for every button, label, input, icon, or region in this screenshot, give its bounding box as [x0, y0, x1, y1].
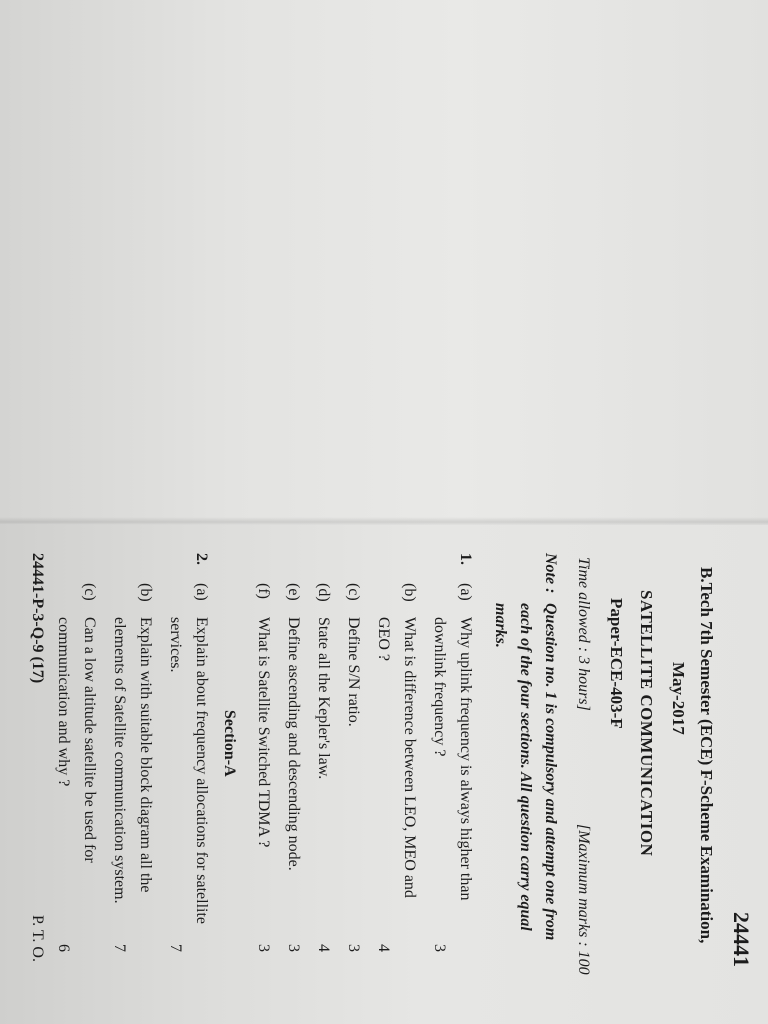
time-allowed: Time allowed : 3 hours]	[575, 557, 592, 711]
q1-part-f-line-1: What is Satellite Switched TDMA ?	[255, 617, 272, 848]
q1-part-b-line-2: GEO ?	[375, 617, 392, 661]
please-turn-over: P. T. O.	[29, 915, 46, 962]
q1-part-f-label: (f)	[255, 583, 272, 599]
q2-part-a-line-2: services.	[167, 617, 184, 673]
question-1-number: 1.	[457, 553, 474, 565]
exam-title: B.Tech 7th Semester (ECE) F-Scheme Examination,	[697, 567, 716, 944]
q1-part-d-label: (d)	[315, 583, 332, 602]
q1-part-a-line-1: Why uplink frequency is always higher than	[457, 617, 474, 901]
section-a-heading: Section-A	[221, 710, 238, 777]
q2-part-c-marks: 6	[55, 944, 72, 952]
q1-part-d-line-1: State all the Kepler's law.	[315, 617, 332, 780]
q2-part-b-line-1: Explain with suitable block diagram all the	[137, 617, 154, 893]
subject-title: SATELLITE COMMUNICATION	[637, 590, 656, 857]
paper-code: 24441	[729, 912, 754, 967]
q1-part-f-marks: 3	[255, 944, 272, 952]
q1-part-a-label: (a)	[457, 583, 474, 601]
q2-part-c-label: (c)	[81, 583, 98, 601]
note-label: Note :	[542, 553, 559, 594]
max-marks: [Maximum marks : 100	[575, 824, 592, 975]
q1-part-b-label: (b)	[401, 583, 418, 602]
note-line-1: Question no. 1 is compulsory and attempt one from	[542, 603, 559, 941]
q2-part-a-label: (a)	[193, 583, 210, 601]
q1-part-e-marks: 3	[285, 944, 302, 952]
q1-part-a-marks: 3	[431, 944, 448, 952]
footer-paper-code: 24441-P-3-Q-9 (17)	[29, 553, 46, 684]
q2-part-b-marks: 7	[111, 944, 128, 952]
q2-part-c-line-2: communication and why ?	[55, 617, 72, 787]
q1-part-d-marks: 4	[315, 944, 332, 952]
q1-part-c-label: (c)	[345, 583, 362, 601]
q1-part-e-line-1: Define ascending and descending node.	[285, 617, 302, 871]
q2-part-b-label: (b)	[137, 583, 154, 602]
q2-part-b-line-2: elements of Satellite communication system.	[111, 617, 128, 904]
q1-part-c-line-1: Define S/N ratio.	[345, 617, 362, 727]
paper-number: Paper-ECE-403-F	[607, 598, 626, 729]
exam-session: May-2017	[669, 662, 688, 735]
q2-part-c-line-1: Can a low altitude satellite be used for	[81, 617, 98, 863]
q1-part-a-line-2: downlink frequency ?	[431, 617, 448, 757]
q2-part-a-line-1: Explain about frequency allocations for satellite	[193, 617, 210, 924]
note-line-2: each of the four sections. All question carry equal	[517, 603, 534, 931]
note-line-3: marks.	[492, 603, 509, 648]
q2-part-a-marks: 7	[167, 944, 184, 952]
q1-part-b-line-1: What is difference between LEO, MEO and	[401, 617, 418, 898]
q1-part-c-marks: 3	[345, 944, 362, 952]
question-2-number: 2.	[193, 553, 210, 565]
q1-part-b-marks: 4	[375, 944, 392, 952]
q1-part-e-label: (e)	[285, 583, 302, 601]
